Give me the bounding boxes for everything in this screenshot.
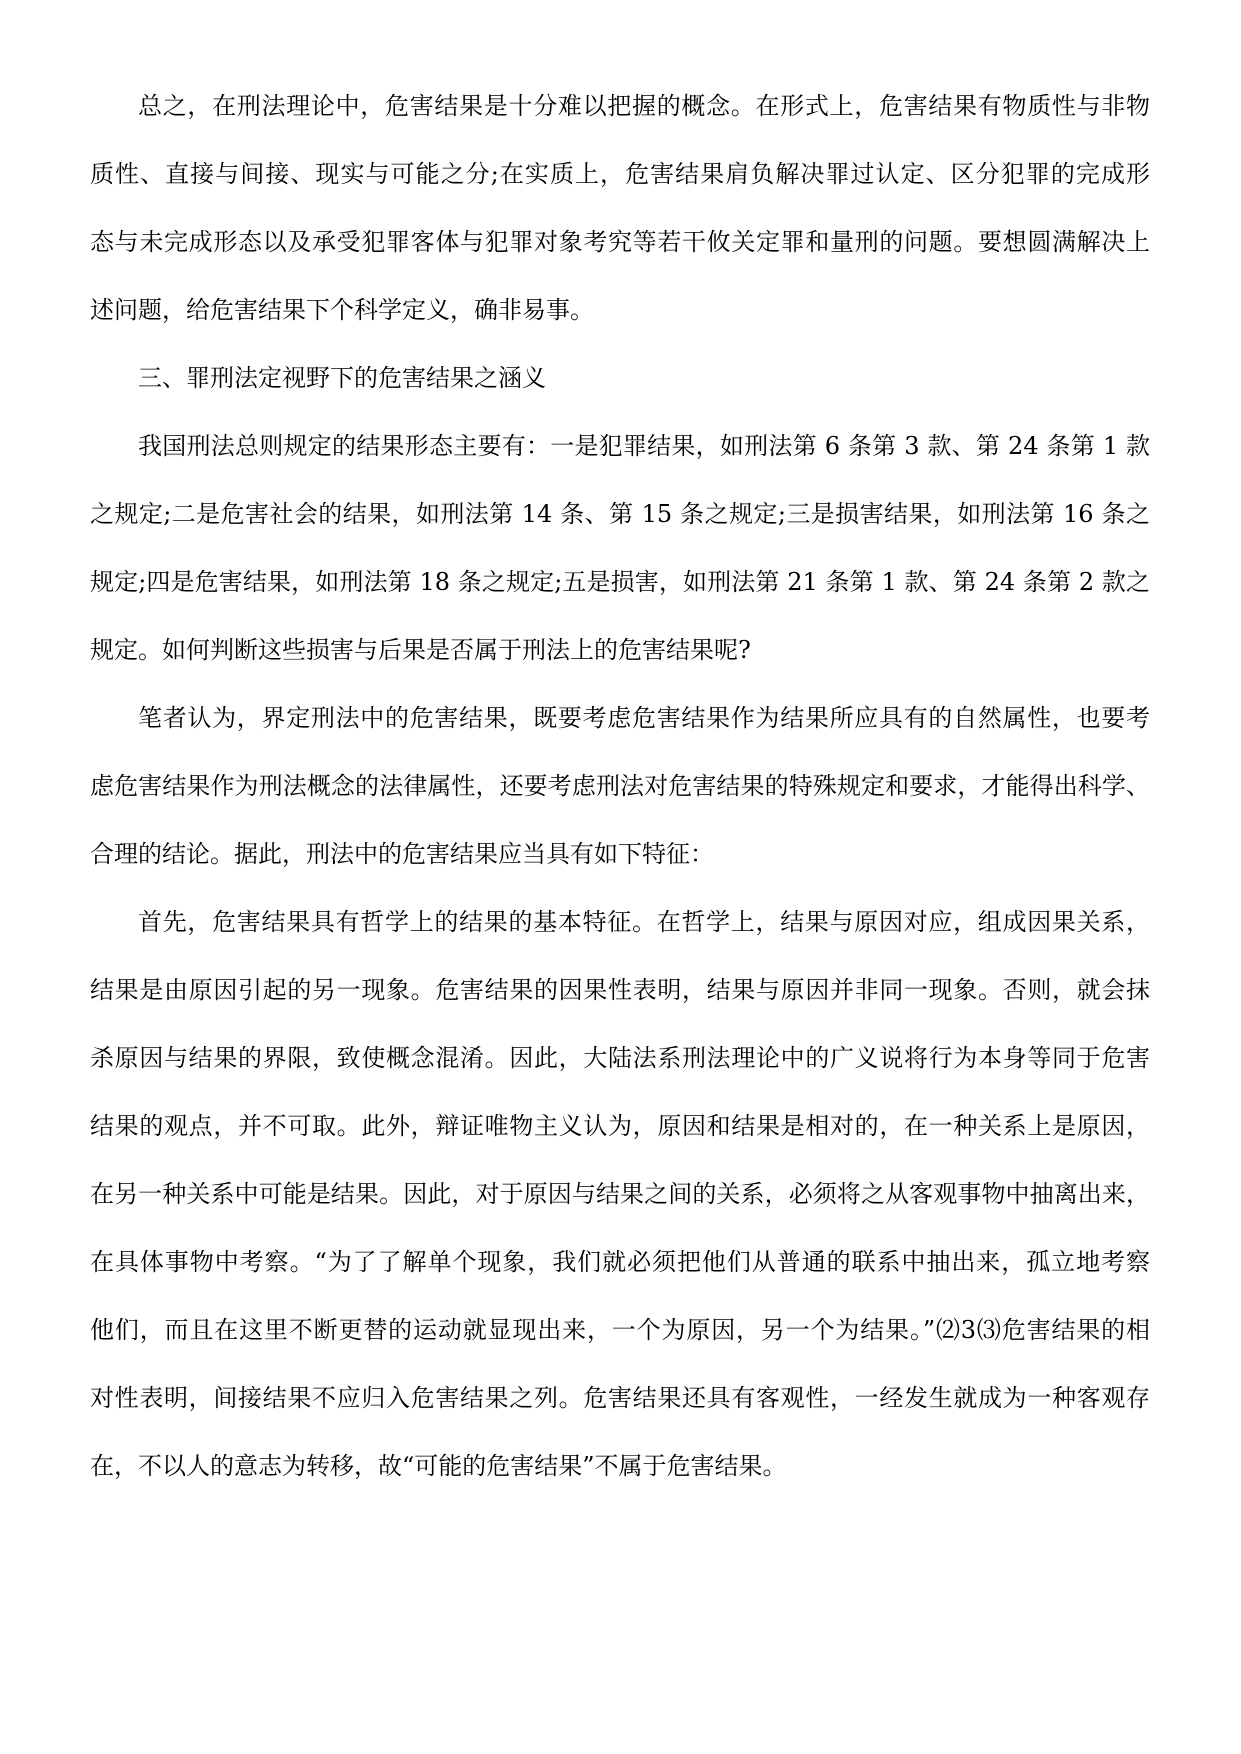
text-line: 规定。如何判断这些损害与后果是否属于刑法上的危害结果呢? bbox=[90, 636, 751, 664]
text-line: 结果的观点，并不可取。此外，辩证唯物主义认为，原因和结果是相对的，在一种关系上是原因， bbox=[90, 1112, 1150, 1140]
text-line: 规定;四是危害结果，如刑法第 18 条之规定;五是损害，如刑法第 21 条第 1 款、第 24 条第 2 款之 bbox=[90, 568, 1150, 596]
text-line: 在另一种关系中可能是结果。因此，对于原因与结果之间的关系，必须将之从客观事物中抽离出来， bbox=[90, 1180, 1150, 1208]
text-line: 虑危害结果作为刑法概念的法律属性，还要考虑刑法对危害结果的特殊规定和要求，才能得出科学、 bbox=[90, 772, 1150, 800]
text-line: 在，不以人的意志为转移，故“可能的危害结果”不属于危害结果。 bbox=[90, 1452, 787, 1480]
text-line: 首先，危害结果具有哲学上的结果的基本特征。在哲学上，结果与原因对应，组成因果关系， bbox=[138, 908, 1150, 936]
section-heading bbox=[90, 360, 1150, 397]
text-line: 述问题，给危害结果下个科学定义，确非易事。 bbox=[90, 296, 594, 324]
text-line: 质性、直接与间接、现实与可能之分;在实质上，危害结果肩负解决罪过认定、区分犯罪的完成形 bbox=[90, 160, 1150, 188]
text-line: 对性表明，间接结果不应归入危害结果之列。危害结果还具有客观性，一经发生就成为一种客观存 bbox=[90, 1384, 1150, 1412]
paragraph bbox=[90, 428, 1150, 669]
text-line: 在具体事物中考察。“为了了解单个现象，我们就必须把他们从普通的联系中抽出来，孤立地考察 bbox=[90, 1248, 1150, 1276]
text-line: 总之，在刑法理论中，危害结果是十分难以把握的概念。在形式上，危害结果有物质性与非物 bbox=[138, 92, 1150, 120]
paragraph bbox=[90, 904, 1150, 1485]
paragraph bbox=[90, 700, 1150, 873]
text-line: 结果是由原因引起的另一现象。危害结果的因果性表明，结果与原因并非同一现象。否则，就会抹 bbox=[90, 976, 1150, 1004]
text-line: 合理的结论。据此，刑法中的危害结果应当具有如下特征： bbox=[90, 840, 714, 868]
text-line: 我国刑法总则规定的结果形态主要有：一是犯罪结果，如刑法第 6 条第 3 款、第 24 条第 1 款 bbox=[138, 432, 1150, 460]
text-line: 杀原因与结果的界限，致使概念混淆。因此，大陆法系刑法理论中的广义说将行为本身等同于危害 bbox=[90, 1044, 1150, 1072]
text-line: 三、罪刑法定视野下的危害结果之涵义 bbox=[138, 364, 546, 392]
text-line: 态与未完成形态以及承受犯罪客体与犯罪对象考究等若干攸关定罪和量刑的问题。要想圆满解决上 bbox=[90, 228, 1150, 256]
paragraph bbox=[90, 88, 1150, 329]
text-line: 笔者认为，界定刑法中的危害结果，既要考虑危害结果作为结果所应具有的自然属性，也要考 bbox=[138, 704, 1150, 732]
text-line: 之规定;二是危害社会的结果，如刑法第 14 条、第 15 条之规定;三是损害结果，如刑法第 16 条之 bbox=[90, 500, 1150, 528]
text-line: 他们，而且在这里不断更替的运动就显现出来，一个为原因，另一个为结果。”⑵3⑶危害结果的相 bbox=[90, 1316, 1150, 1344]
document-body bbox=[90, 88, 1150, 1485]
